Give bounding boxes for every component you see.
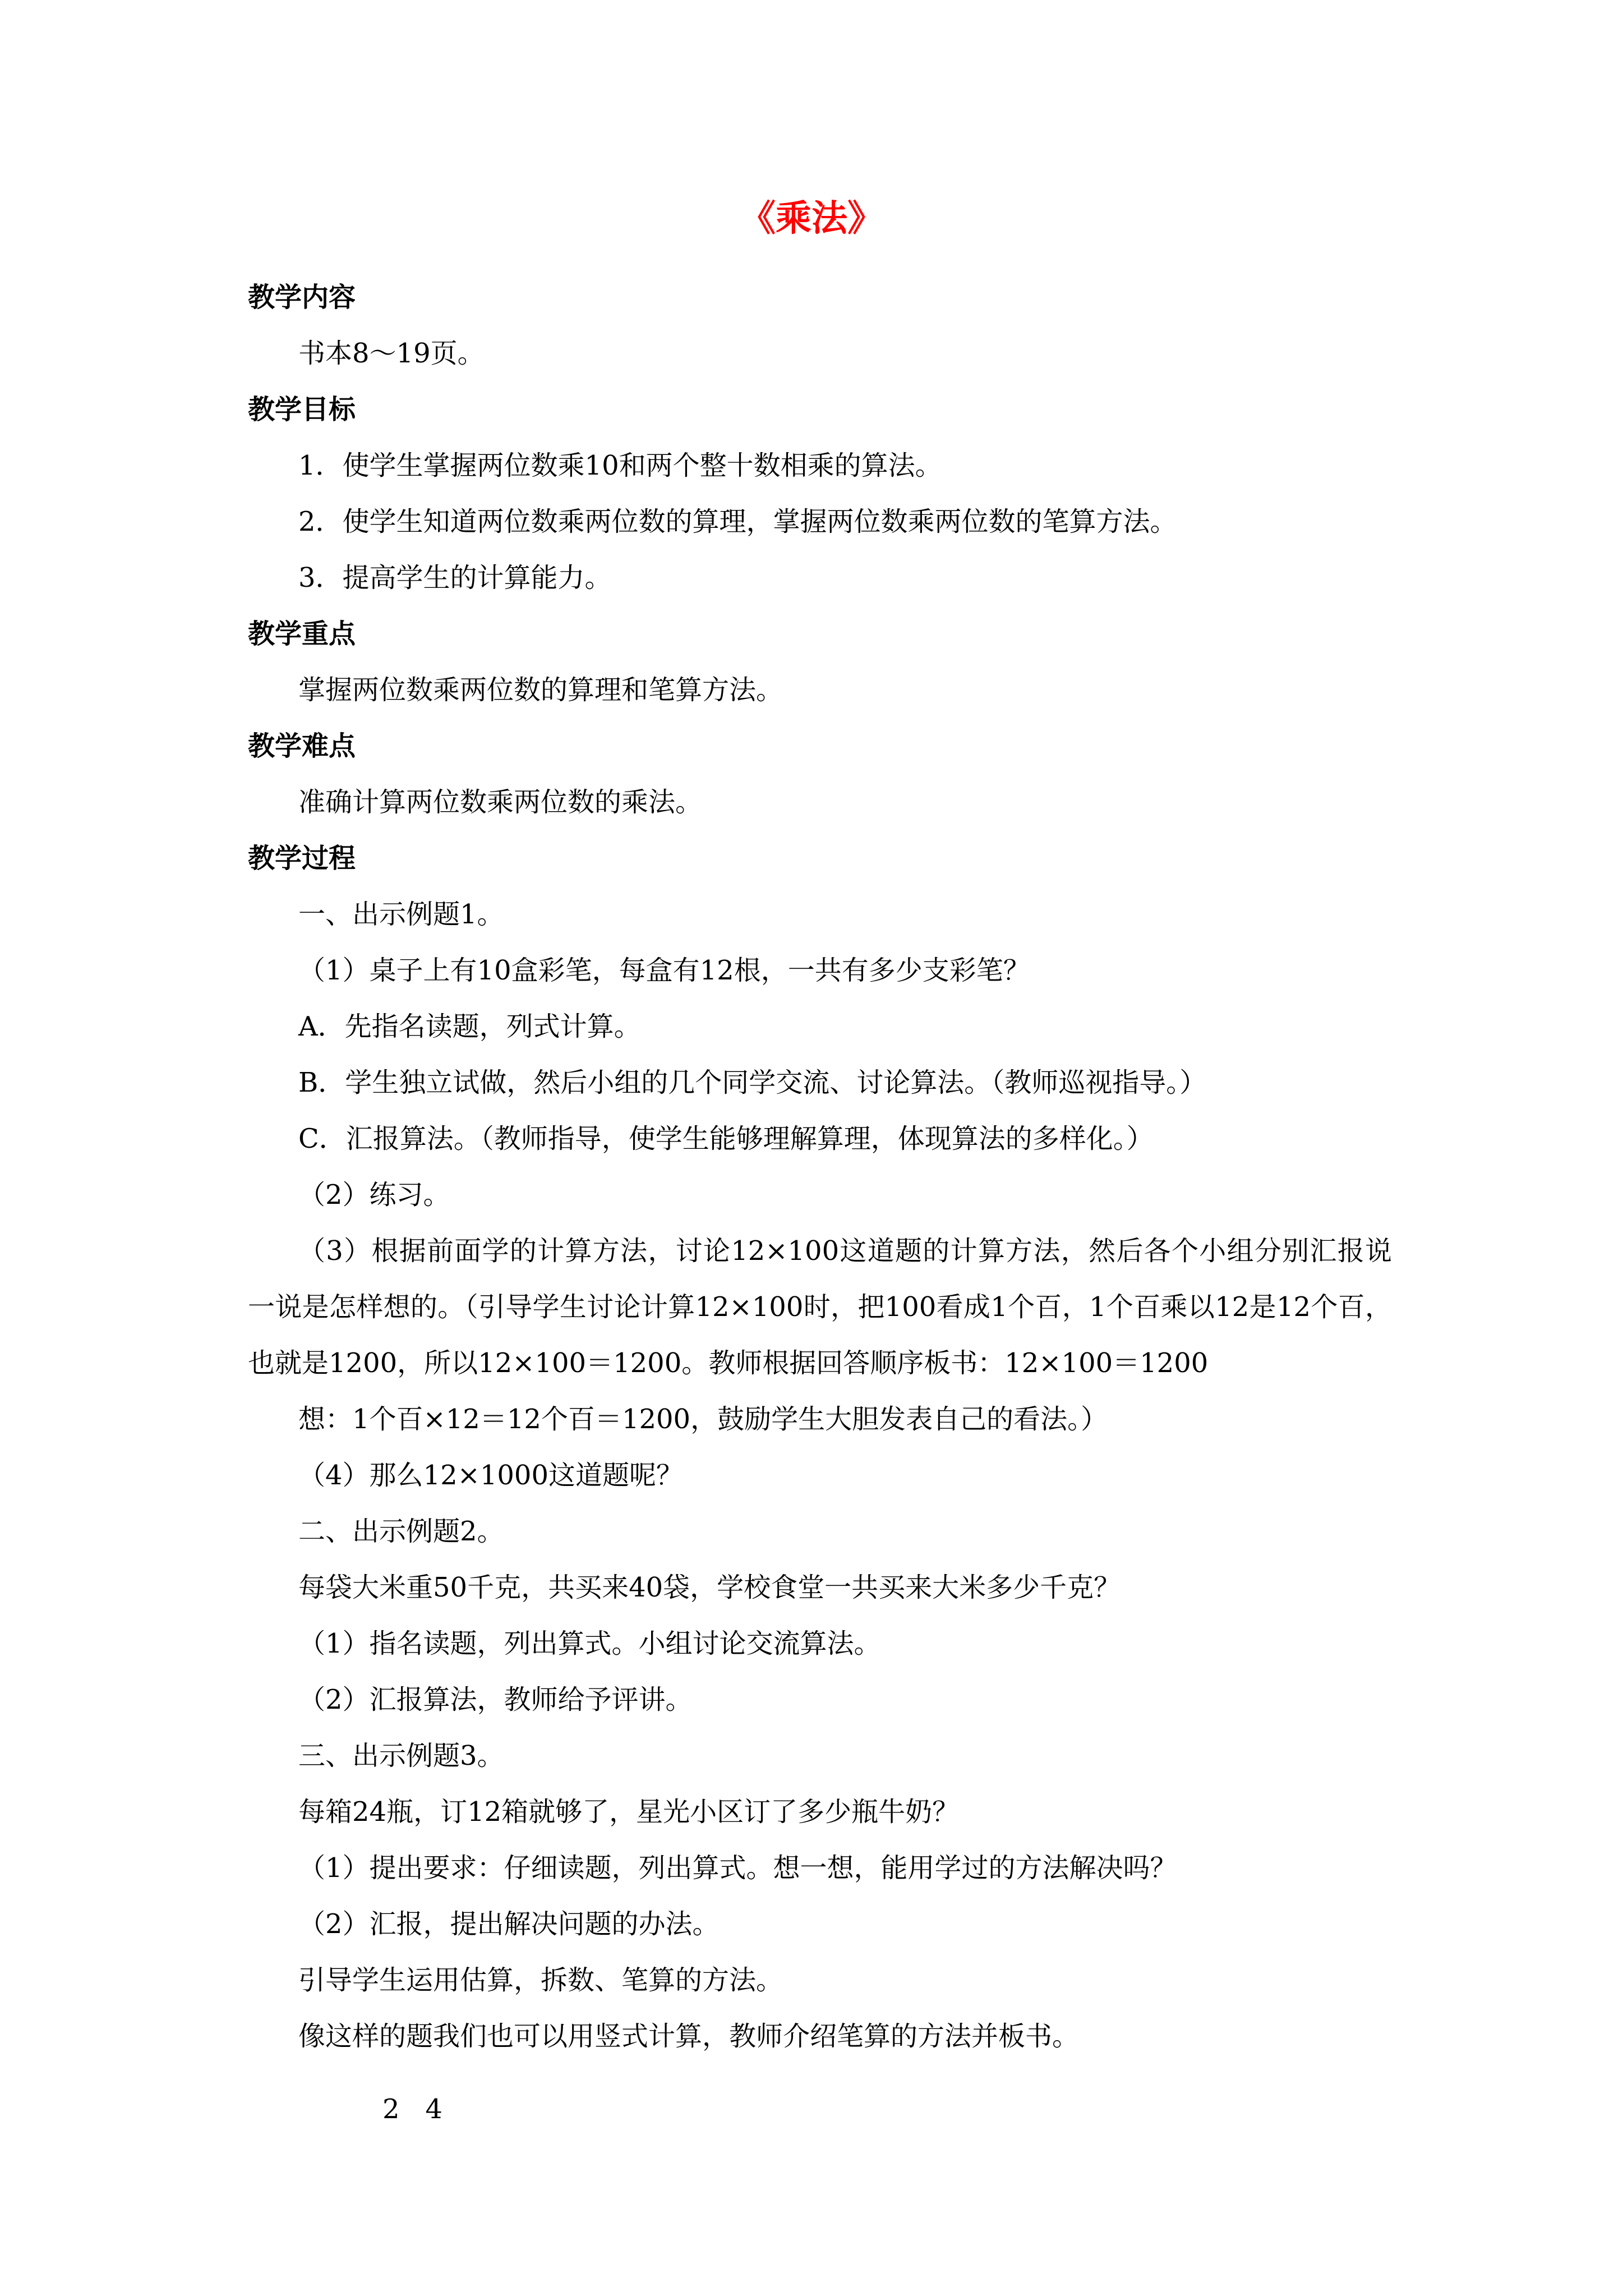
section-heading-process: 教学过程 [248,843,356,874]
process-line: （4）那么12×1000这道题呢？ [298,1460,683,1491]
content-text: 书本8～19页。 [298,338,485,369]
process-line: A．先指名读题，列式计算。 [298,1011,641,1042]
process-line: B．学生独立试做，然后小组的几个同学交流、讨论算法。（教师巡视指导。） [298,1067,1207,1098]
vertical-calculation: 2 4 [382,2093,442,2125]
process-line: （1）指名读题，列出算式。小组讨论交流算法。 [298,1628,881,1659]
objective-item: 3．提高学生的计算能力。 [298,562,612,593]
process-line: （2）汇报算法，教师给予评讲。 [298,1684,693,1715]
process-line: 一、出示例题1。 [298,899,504,930]
section-heading-key-points: 教学重点 [248,618,356,650]
process-line: （1）桌子上有10盒彩笔，每盒有12根，一共有多少支彩笔？ [298,955,1030,986]
process-line: 每袋大米重50千克，共买来40袋，学校食堂一共买来大米多少千克？ [298,1572,1121,1603]
process-line: （1）提出要求：仔细读题，列出算式。想一想，能用学过的方法解决吗？ [298,1852,1177,1884]
section-heading-content: 教学内容 [248,282,356,313]
objective-item: 2．使学生知道两位数乘两位数的算理，掌握两位数乘两位数的笔算方法。 [298,506,1177,537]
process-line: （2）汇报，提出解决问题的办法。 [298,1908,720,1940]
process-line: （2）练习。 [298,1179,450,1211]
process-line: 每箱24瓶，订12箱就够了，星光小区订了多少瓶牛奶？ [298,1796,960,1828]
process-line: 二、出示例题2。 [298,1516,504,1547]
process-paragraph-3: （3）根据前面学的计算方法，讨论12×100这道题的计算方法，然后各个小组分别汇报说一说是怎样想的。（引导学生讨论计算12×100时，把100看成1个百，1个百乘以12是12个百，也就是1200，所以12×100＝1200。教师根据回答顺序板书：12×100＝1200 [248,1235,1392,1379]
key-points-text: 掌握两位数乘两位数的算理和笔算方法。 [298,674,783,706]
objective-item: 1．使学生掌握两位数乘10和两个整十数相乘的算法。 [298,450,942,481]
process-line: 像这样的题我们也可以用竖式计算，教师介绍笔算的方法并板书。 [298,2021,1080,2052]
process-paragraph-3-continued: 想：1个百×12＝12个百＝1200，鼓励学生大胆发表自己的看法。） [298,1404,1108,1435]
process-line: C．汇报算法。（教师指导，使学生能够理解算理，体现算法的多样化。） [298,1123,1154,1154]
section-heading-objectives: 教学目标 [248,394,356,425]
document-body [248,269,1392,2137]
process-line: 引导学生运用估算，拆数、笔算的方法。 [298,1964,783,1996]
section-heading-difficulties: 教学难点 [248,730,356,762]
difficulties-text: 准确计算两位数乘两位数的乘法。 [298,786,703,818]
document-title: 《乘法》 [740,197,883,240]
process-line: 三、出示例题3。 [298,1740,504,1772]
